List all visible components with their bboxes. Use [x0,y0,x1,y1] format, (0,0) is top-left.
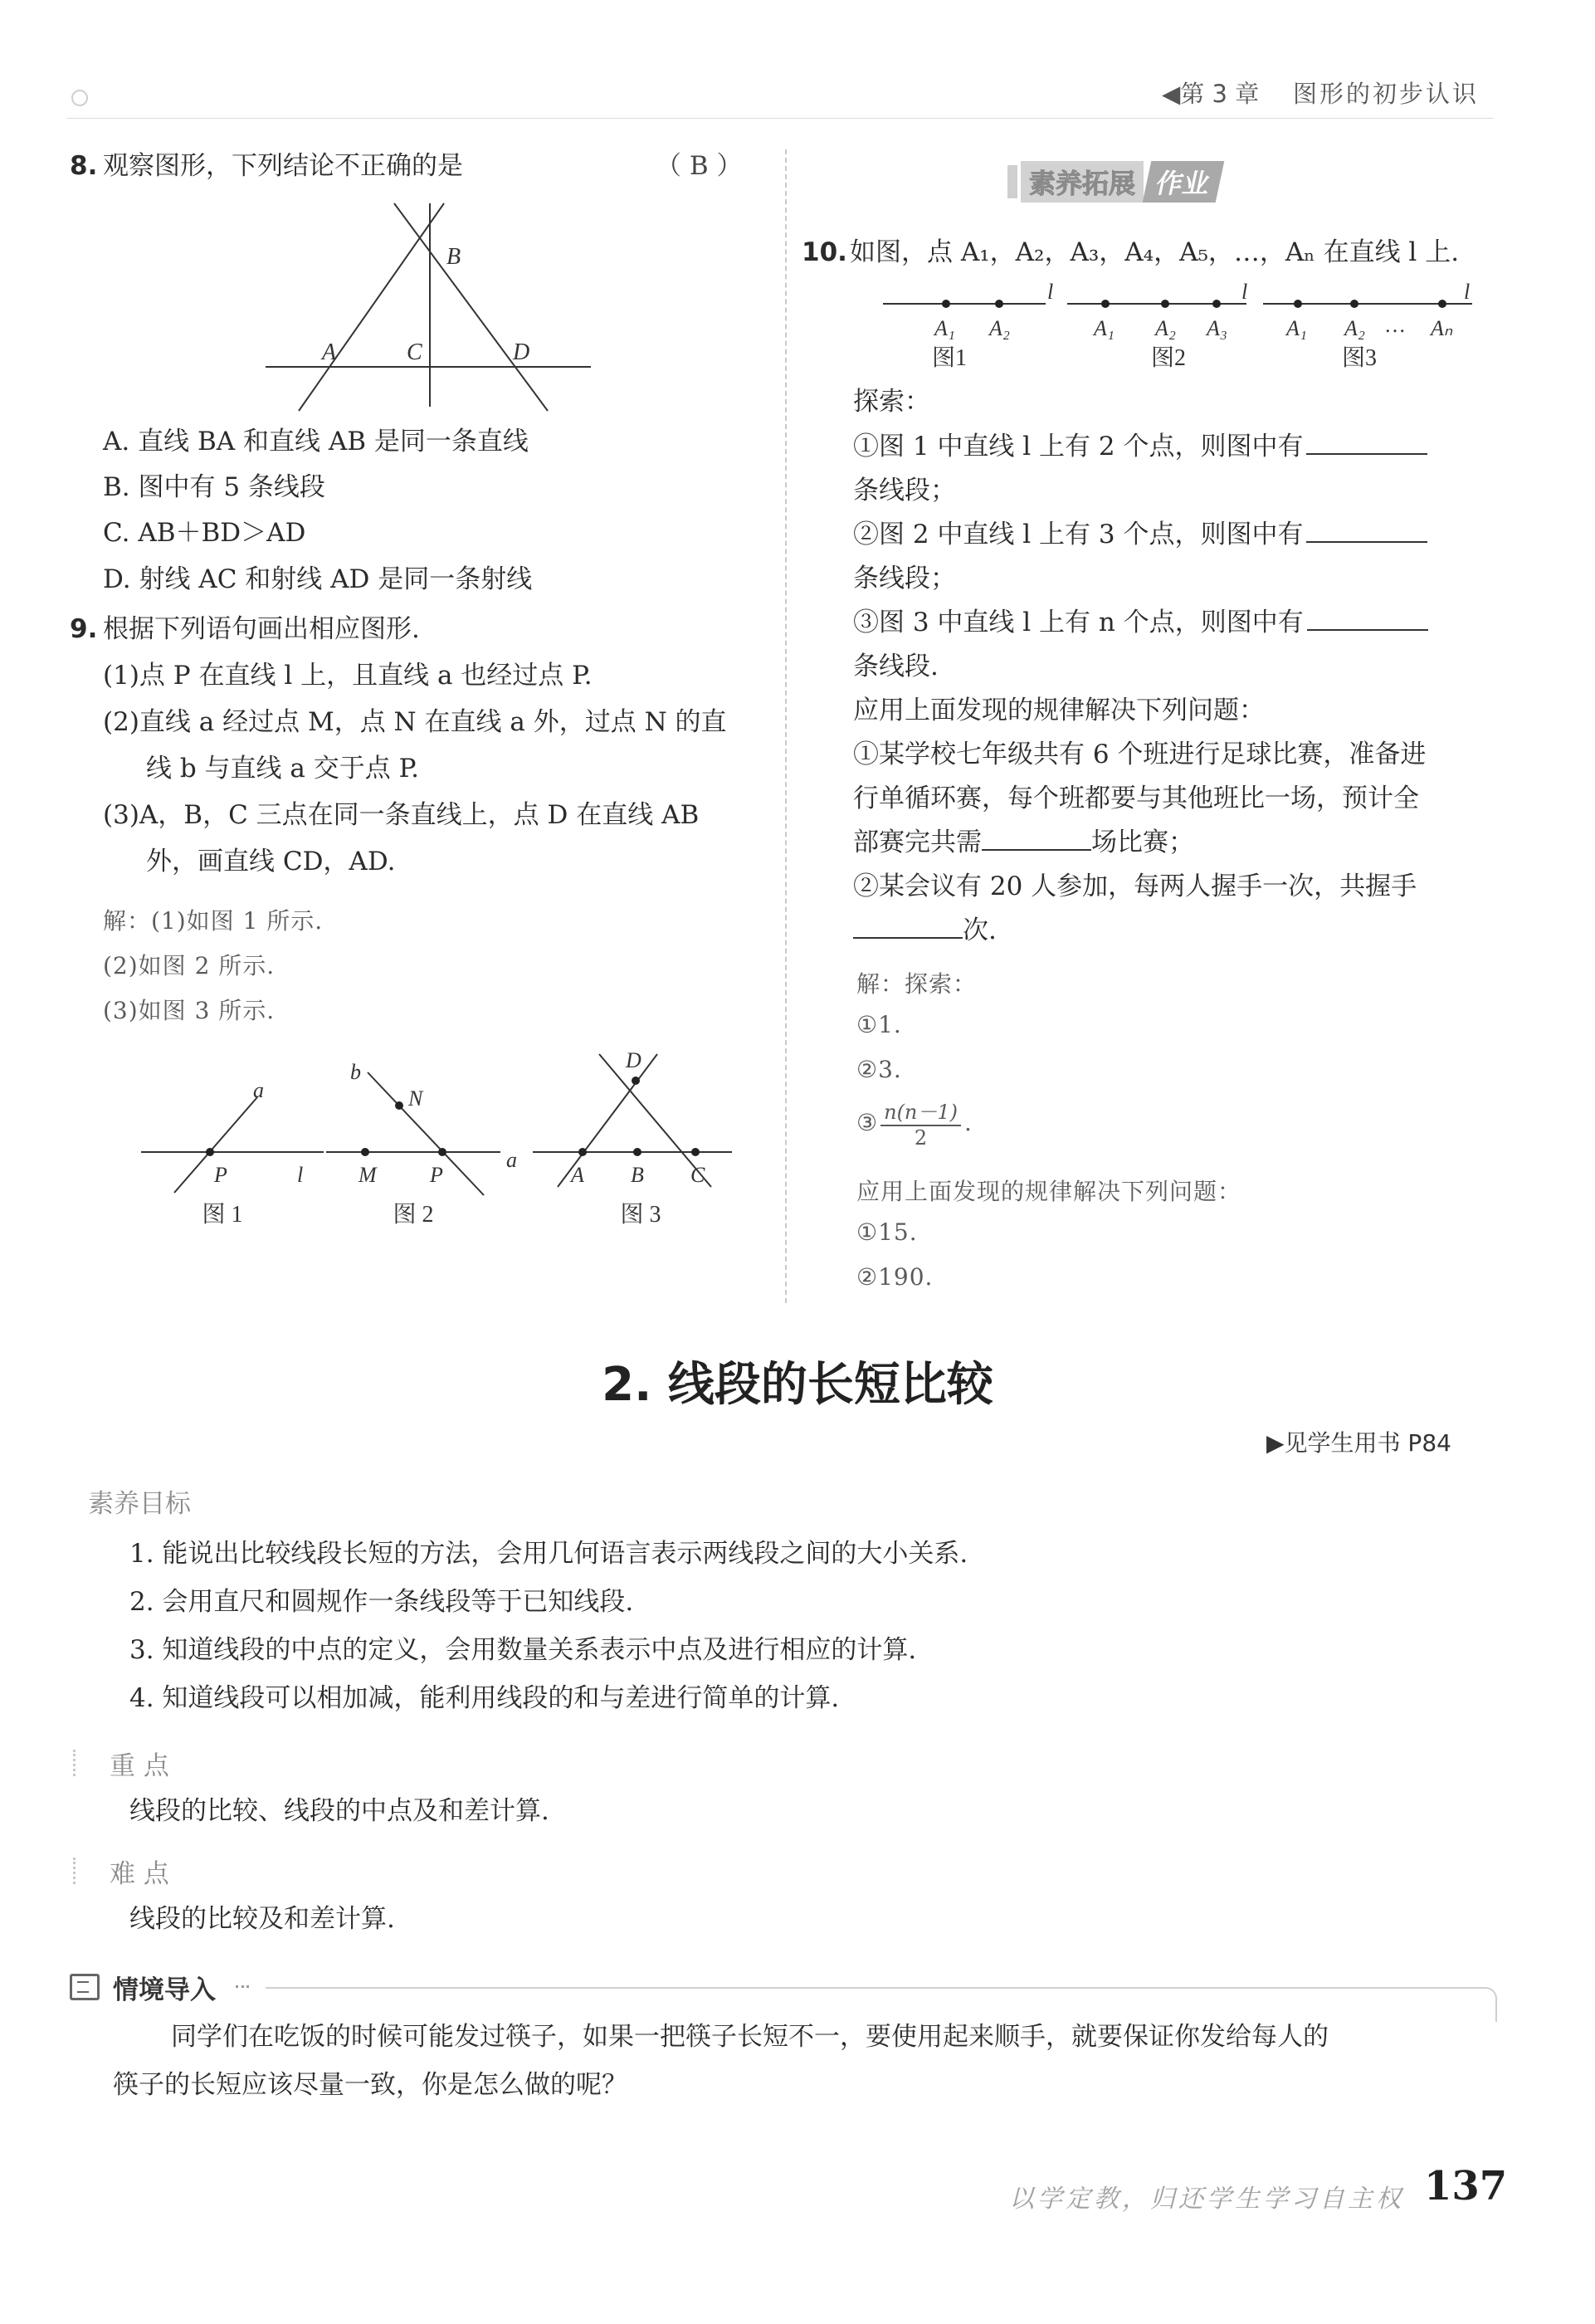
q8-label-b: B [446,244,461,270]
q10-badge-tab-icon [1007,165,1017,198]
q10-solution-3-denominator: 2 [914,1126,928,1150]
section-title: 2. 线段的长短比较 [602,1358,993,1412]
q10-apply: 应用上面发现的规律解决下列问题： [853,696,1265,725]
q10-fig2-point-1 [1101,300,1110,308]
q9-figure-3 [524,1038,740,1230]
key-point-heading: 重 点 [110,1751,169,1781]
intro-line-1: 同学们在吃饭的时候可能发过筷子，如果一把筷子长短不一，要使用起来顺手，就要保证你发给每人的 [171,2022,1329,2052]
intro-heading: 情境导入 [113,1975,216,2005]
q10-fig3-label-dots: … [1384,313,1406,337]
q10-solution-1: ①1. [856,1011,902,1038]
q9-fig3-point-c [691,1148,700,1156]
key-point-marker-icon [73,1750,80,1776]
q10-explore-2-cont: 条线段； [853,564,956,593]
q8-label-a: A [322,339,337,365]
q9-number [70,614,97,645]
goal-item-4: 4. 知道线段可以相加减，能利用线段的和与差进行简单的计算. [129,1683,840,1713]
q9-solution-3: (3)如图 3 所示. [103,997,276,1024]
q10-fig1-point-2 [995,300,1003,308]
q9-item-3-cont: 外，画直线 CD，AD. [146,847,396,876]
q10-blank-4[interactable] [982,848,1091,851]
q10-fig1-label-l: l [1047,280,1054,304]
intro-rule [266,1987,1482,1989]
q10-explore-1-text: ①图 1 中直线 l 上有 2 个点，则图中有 [853,432,1304,461]
q10-badge [1007,163,1220,201]
intro-line-2: 筷子的长短应该尽量一致，你是怎么做的呢？ [113,2070,627,2100]
q9-fig2-point-m [361,1148,369,1156]
q10-blank-5[interactable] [853,936,963,939]
intro-icon [70,1974,100,2000]
q9-fig2-point-n [395,1101,403,1110]
q10-fig3-label-l: l [1464,280,1471,304]
q10-explore-3-cont: 条线段. [853,652,939,681]
difficult-point-text: 线段的比较及和差计算. [129,1904,395,1934]
q10-solution-2: ②3. [856,1056,902,1083]
q10-fig3-caption: 图3 [1341,345,1378,371]
q10-problem-1-line-2: 行单循环赛，每个班都要与其他班比一场，预计全 [853,784,1419,813]
q8-label-d: D [513,339,530,365]
q8-label-c: C [407,339,422,365]
page-header [66,76,1494,124]
section-reference[interactable]: ▶见学生用书 P84 [1266,1429,1451,1457]
q9-fig2-line-b [368,1072,484,1195]
q10-stem: 如图，点 A₁，A₂，A₃，A₄，A₅，…，Aₙ 在直线 l 上. [850,237,1460,267]
q9-fig1-label-p: P [214,1163,227,1187]
q8-line-bd [394,203,548,411]
q10-fig1-label-a2: A₂ [989,316,1010,340]
q10-fig3-point-2 [1350,300,1358,308]
q10-problem-2-line-2 [853,915,997,946]
header-dot-icon [71,90,88,106]
q9-fig3-point-b [633,1148,641,1156]
q10-figure-3 [1261,276,1494,375]
q9-item-2-cont: 线 b 与直线 a 交于点 P. [146,754,420,784]
q10-fig2-label-l: l [1241,280,1248,304]
q9-stem: 根据下列语句画出相应图形. [103,614,420,644]
q10-fig3-label-a1: A₁ [1286,316,1307,340]
q10-problem-1-suffix: 场比赛； [1091,828,1194,857]
q10-figure-2 [1066,276,1265,375]
q9-fig3-label-c: C [690,1163,705,1187]
q10-explore-2-text: ②图 2 中直线 l 上有 3 个点，则图中有 [853,520,1304,549]
q10-solution-5: ②190. [856,1263,934,1291]
q8-option-a: A. 直线 BA 和直线 AB 是同一条直线 [103,427,529,456]
page-number: 137 [1424,2163,1508,2209]
q9-fig3-point-d [632,1077,640,1085]
q9-fig1-point-p [206,1148,214,1156]
goals-heading: 素养目标 [88,1489,191,1519]
q10-badge-right: 作业 [1143,161,1225,203]
goal-item-3: 3. 知道线段的中点的定义，会用数量关系表示中点及进行相应的计算. [129,1635,917,1665]
q9-fig2-label-n: N [408,1086,423,1111]
q10-fig1-point-1 [942,300,950,308]
q10-explore-1-cont: 条线段； [853,476,956,505]
q10-explore: 探索： [853,387,930,417]
q10-problem-1-line-3 [853,828,1194,858]
intro-rule-corner [1480,1987,1497,2022]
q9-fig3-label-b: B [631,1163,644,1187]
q8-line-ab [299,203,444,411]
q9-item-1: (1)点 P 在直线 l 上，且直线 a 也经过点 P. [103,661,593,691]
goal-item-2: 2. 会用直尺和圆规作一条线段等于已知线段. [129,1587,634,1617]
q10-fig3-point-1 [1294,300,1302,308]
q9-fig3-caption: 图 3 [620,1202,661,1228]
q10-fig2-caption: 图2 [1150,345,1187,371]
chapter-title: 图形的初步认识 [1293,80,1480,108]
q9-fig1-label-l: l [297,1163,304,1187]
q10-fig1-label-a1: A₁ [934,316,955,340]
q9-fig3-point-a [578,1148,587,1156]
q9-number-text: 9. [70,614,98,644]
q10-solution-3-prefix: ③ [856,1109,878,1136]
q10-blank-3[interactable] [1307,628,1428,631]
q8-figure [249,199,606,415]
q8-number [70,151,97,182]
q10-blank-2[interactable] [1306,540,1427,543]
difficult-point-marker-icon [73,1858,80,1884]
q9-item-2: (2)直线 a 经过点 M，点 N 在直线 a 外，过点 N 的直 [103,707,727,737]
q10-fig3-label-a2: A₂ [1344,316,1365,340]
q10-problem-1-prefix: 部赛完共需 [853,828,982,857]
intro-header [70,1967,1499,2009]
q10-solution-3-fraction [880,1096,961,1150]
q9-fig1-label-a: a [253,1078,264,1102]
q10-problem-2-line-1: ②某会议有 20 人参加，每两人握手一次，共握手 [853,872,1417,901]
q10-solution-4: ①15. [856,1218,918,1246]
q9-fig2-label-b: b [350,1060,361,1084]
q9-fig2-label-a: a [506,1148,517,1172]
q10-fig1-caption: 图1 [931,345,968,371]
q10-fig3-point-n [1438,300,1446,308]
q8-option-d: D. 射线 AC 和射线 AD 是同一条射线 [103,564,533,594]
intro-heading-dots [236,1985,249,1993]
q9-figure-2 [314,1047,529,1230]
q9-item-3: (3)A，B，C 三点在同一条直线上，点 D 在直线 AB [103,800,700,830]
q10-solution-3-suffix: . [964,1109,972,1136]
q9-figure-1 [133,1064,332,1230]
q10-figure-1 [881,276,1064,375]
chapter-label: ◀第 3 章 [1162,80,1260,108]
q10-fig3-label-an: Aₙ [1431,316,1453,340]
q10-solution-head: 解：探索： [856,970,978,998]
q9-solution-1: 解：(1)如图 1 所示. [103,907,324,935]
goal-item-1: 1. 能说出比较线段长短的方法，会用几何语言表示两线段之间的大小关系. [129,1539,968,1569]
q10-solution-3-numerator: n(n－1) [880,1096,961,1126]
column-divider [785,149,787,1303]
q10-fig2-label-a3: A₃ [1207,316,1227,340]
q9-fig3-label-a: A [571,1163,584,1187]
q10-explore-3 [853,608,1428,638]
q9-solution-2: (2)如图 2 所示. [103,952,276,979]
q9-fig2-label-p: P [430,1163,443,1187]
q10-explore-2 [853,520,1427,550]
q10-solution-3 [856,1096,972,1150]
q10-problem-2-suffix: 次. [963,915,997,945]
q8-option-b: B. 图中有 5 条线段 [103,472,325,502]
q10-fig2-label-a2: A₂ [1155,316,1176,340]
q10-fig2-label-a1: A₁ [1094,316,1115,340]
q8-option-c: C. AB＋BD＞AD [103,518,306,548]
intro-icon-inner [77,1981,89,1993]
header-rule [66,118,1494,119]
footer-slogan: 以学定教，归还学生学习自主权 [1009,2185,1404,2214]
q10-badge-left: 素养拓展 [1021,161,1144,203]
key-point-text: 线段的比较、线段的中点及和差计算. [129,1796,549,1826]
q8-number-text: 8. [70,151,98,181]
q10-number-text: 10. [802,237,847,267]
q10-explore-3-text: ③图 3 中直线 l 上有 n 个点，则图中有 [853,608,1304,637]
q9-fig2-caption: 图 2 [393,1202,434,1228]
q10-fig2-point-3 [1212,300,1221,308]
q10-explore-1 [853,432,1427,462]
q8-answer: （ B ） [656,151,743,181]
q10-solution-apply: 应用上面发现的规律解决下列问题： [856,1178,1242,1205]
q10-fig2-point-2 [1161,300,1169,308]
q10-number [802,237,847,268]
q9-fig1-caption: 图 1 [202,1202,243,1228]
q10-problem-1-line-1: ①某学校七年级共有 6 个班进行足球比赛，准备进 [853,740,1427,769]
q10-blank-1[interactable] [1306,452,1427,455]
difficult-point-heading: 难 点 [110,1859,169,1889]
q9-fig2-point-p [438,1148,446,1156]
q9-fig3-label-d: D [626,1048,641,1072]
q9-fig2-label-m: M [359,1163,377,1187]
q8-stem: 观察图形，下列结论不正确的是 [103,151,463,181]
